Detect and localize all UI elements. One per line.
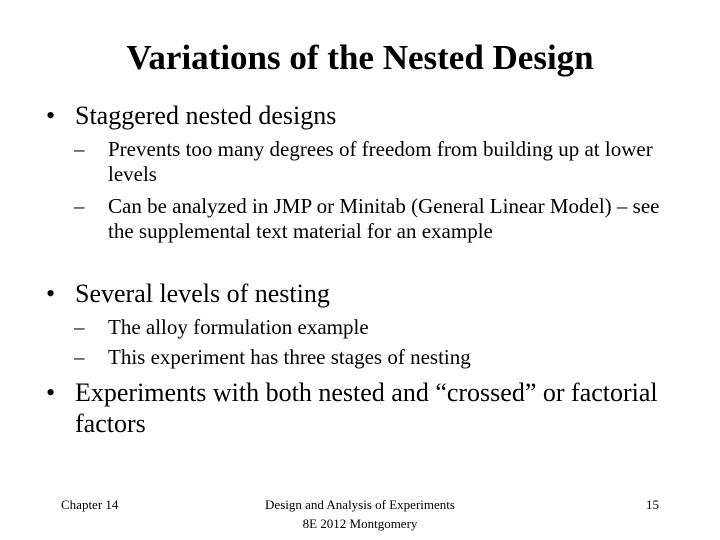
page-number: 15 [646,497,659,512]
sub-bullet-text: This experiment has three stages of nesting [108,345,471,369]
bullet-item [46,100,676,131]
dash-marker: – [74,345,85,369]
bullet-text: Staggered nested designs [75,101,337,130]
sub-bullet-item [74,315,664,340]
sub-bullet-item [74,345,664,370]
sub-bullet-item [74,194,664,244]
dash-marker: – [74,315,85,339]
footer-chapter: Chapter 14 [61,497,119,512]
footer-book-line2: 8E 2012 Montgomery [302,516,418,531]
sub-bullet-text: Prevents too many degrees of freedom from building up at lower levels [108,137,653,186]
dash-marker: – [74,137,85,161]
sub-bullet-text: The alloy formulation example [108,315,369,339]
sub-bullet-text: Can be analyzed in JMP or Minitab (General Linear Model) – see the supplemental text material for an example [108,194,660,243]
bullet-text: Several levels of nesting [75,279,330,308]
footer-book-line1: Design and Analysis of Experiments [265,497,455,512]
dash-marker: – [74,194,85,218]
slide-title: Variations of the Nested Design [126,38,594,77]
bullet-text: Experiments with both nested and “crossed” or factorial factors [75,378,658,438]
footer-book-title [220,495,500,533]
bullet-item [46,278,676,309]
bullet-marker: • [46,279,56,308]
sub-bullet-item [74,137,664,187]
bullet-item [46,377,676,439]
bullet-marker: • [46,378,56,407]
bullet-marker: • [46,101,56,130]
